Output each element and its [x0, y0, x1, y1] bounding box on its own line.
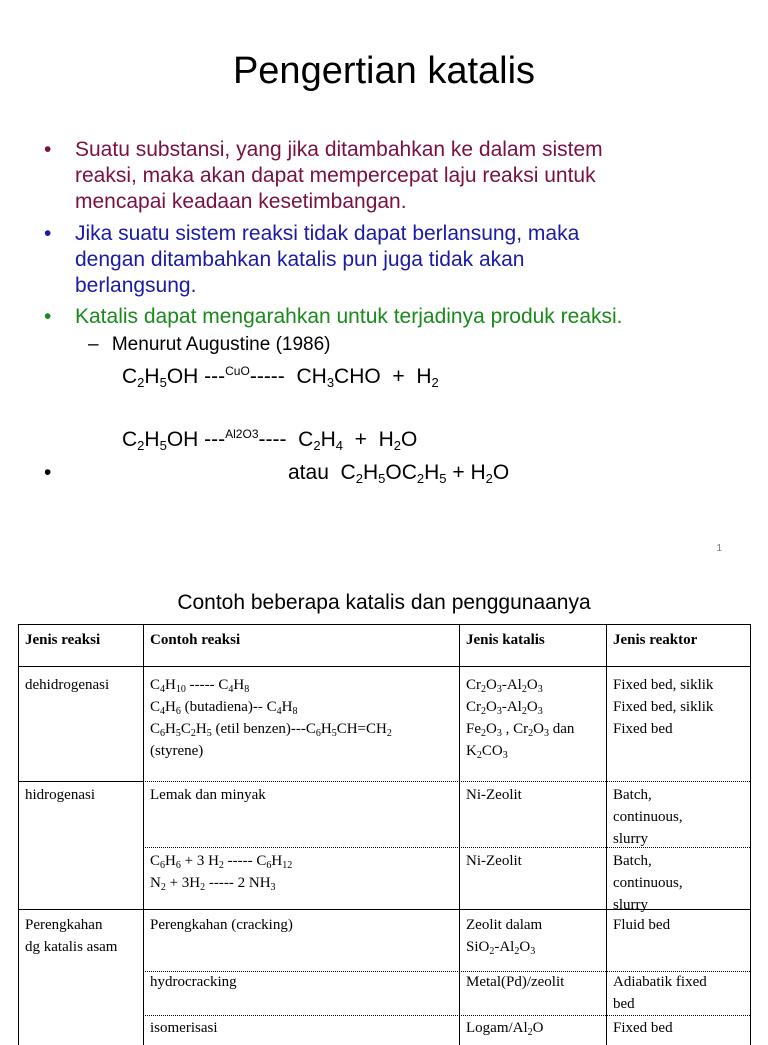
sub-bullet-text: Menurut Augustine (1986) [111, 334, 331, 355]
slide-title: Pengertian katalis [232, 50, 536, 92]
reactor-type: slurry [613, 897, 648, 913]
catalyst: $Cr_2O_3-Al_2O_3$ [466, 699, 543, 717]
reactor-type: Fixed bed, siklik [613, 677, 714, 693]
row-divider [19, 781, 143, 782]
reactor-type: Batch, [613, 787, 652, 803]
sub-bullet [88, 334, 331, 356]
reactor-type: Fixed bed, siklik [613, 699, 714, 715]
dash-marker: – [88, 334, 99, 355]
table-caption: Contoh beberapa katalis dan penggunaanya [177, 591, 591, 614]
reaction-example: hydrocracking [150, 974, 237, 990]
reaction-example: Perengkahan (cracking) [150, 917, 293, 933]
catalyst: $Cr_2O_3-Al_2O_3$ [466, 677, 543, 695]
catalyst-label: CuO [225, 364, 250, 378]
col-divider [606, 625, 607, 1045]
bullet-marker: • [44, 222, 52, 245]
reaction-formula-2: $C_2H_5OH$ ---$^{Al2O3}$---- $C_2H_4 + H_2O$ [122, 427, 418, 453]
reaction-type: dg katalis asam [25, 939, 118, 955]
header-jenis-reaksi: Jenis reaksi [25, 632, 101, 648]
row-divider [143, 1015, 750, 1016]
bullet-marker: • [44, 305, 52, 328]
reaction-example: isomerisasi [150, 1020, 218, 1036]
reactor-type: bed [613, 996, 635, 1012]
catalyst: $K_2CO_3$ [466, 743, 508, 761]
header-jenis-reaktor: Jenis reaktor [613, 632, 698, 648]
catalyst-table [18, 624, 751, 1045]
catalyst: Zeolit dalam [466, 917, 543, 933]
reaction-example: (styrene) [150, 743, 204, 759]
catalyst: Ni-Zeolit [466, 787, 522, 803]
catalyst-label: Al2O3 [225, 427, 259, 441]
reactor-type: Fixed bed [613, 721, 673, 737]
reactor-type: Fixed bed [613, 1020, 673, 1036]
reactor-type: slurry [613, 831, 648, 847]
reaction-formula-3: atau $C_2H_5OC_2H_5 + H_2O$ [288, 461, 510, 486]
col-divider [143, 625, 144, 1045]
reaction-example: $C_6H_5C_2H_5$ (etil $benzen)---C_6H_5CH=CH_2$ [150, 721, 392, 739]
catalyst: Logam/$Al_2O$ [466, 1020, 544, 1038]
bullet-4-marker: • [44, 461, 52, 484]
catalyst: $SiO_2-Al_2O_3$ [466, 939, 536, 957]
bullet-1-line-3: mencapai keadaan kesetimbangan. [75, 190, 407, 213]
reaction-example: $C_6H_6 + 3$ $H_2$ ----- $C_6H_{12}$ [150, 853, 293, 871]
reaction-example: $N_2 + 3H_2$ ----- 2 $NH_3$ [150, 875, 276, 893]
bullet-3-line-1: Katalis dapat mengarahkan untuk terjadinya produk reaksi. [75, 305, 623, 328]
reaction-type: Perengkahan [25, 917, 103, 933]
header-contoh-reaksi: Contoh reaksi [150, 632, 241, 648]
reaction-example: Lemak dan minyak [150, 787, 266, 803]
header-divider [19, 666, 750, 667]
catalyst: $Fe_2O_3$ , $Cr_2O_3$ dan [466, 721, 575, 739]
reactor-type: Adiabatik fixed [613, 974, 707, 990]
reaction-type: hidrogenasi [25, 787, 95, 803]
reaction-type: dehidrogenasi [25, 677, 110, 693]
reaction-example: $C_4H_{10}$ ----- $C_4H_8$ [150, 677, 250, 695]
bullet-marker: • [44, 138, 52, 161]
bullet-1-line-2: reaksi, maka akan dapat mempercepat laju reaksi untuk [75, 164, 596, 187]
reaction-example: $C_4H_6$ (butadiena)-- $C_4H_8$ [150, 699, 298, 717]
bullet-2-line-2: dengan ditambahkan katalis pun juga tidak akan [75, 248, 525, 271]
row-divider [143, 781, 750, 782]
reactor-type: Fluid bed [613, 917, 671, 933]
bullet-1-line-1: Suatu substansi, yang jika ditambahkan ke dalam sistem [75, 138, 603, 161]
catalyst: Metal(Pd)/zeolit [466, 974, 565, 990]
row-divider [143, 847, 750, 848]
catalyst: Ni-Zeolit [466, 853, 522, 869]
bullet-2-line-3: berlangsung. [75, 274, 197, 297]
page-number: 1 [716, 543, 722, 554]
col-divider [459, 625, 460, 1045]
header-jenis-katalis: Jenis katalis [466, 632, 545, 648]
reactor-type: continuous, [613, 809, 683, 825]
reactor-type: Batch, [613, 853, 652, 869]
reaction-formula-1: $C_2H_5OH$ ---$^{CuO}$----- $CH_3CHO + H_2$ [122, 364, 439, 390]
reactor-type: continuous, [613, 875, 683, 891]
bullet-2-line-1: Jika suatu sistem reaksi tidak dapat berlansung, maka [75, 222, 580, 245]
